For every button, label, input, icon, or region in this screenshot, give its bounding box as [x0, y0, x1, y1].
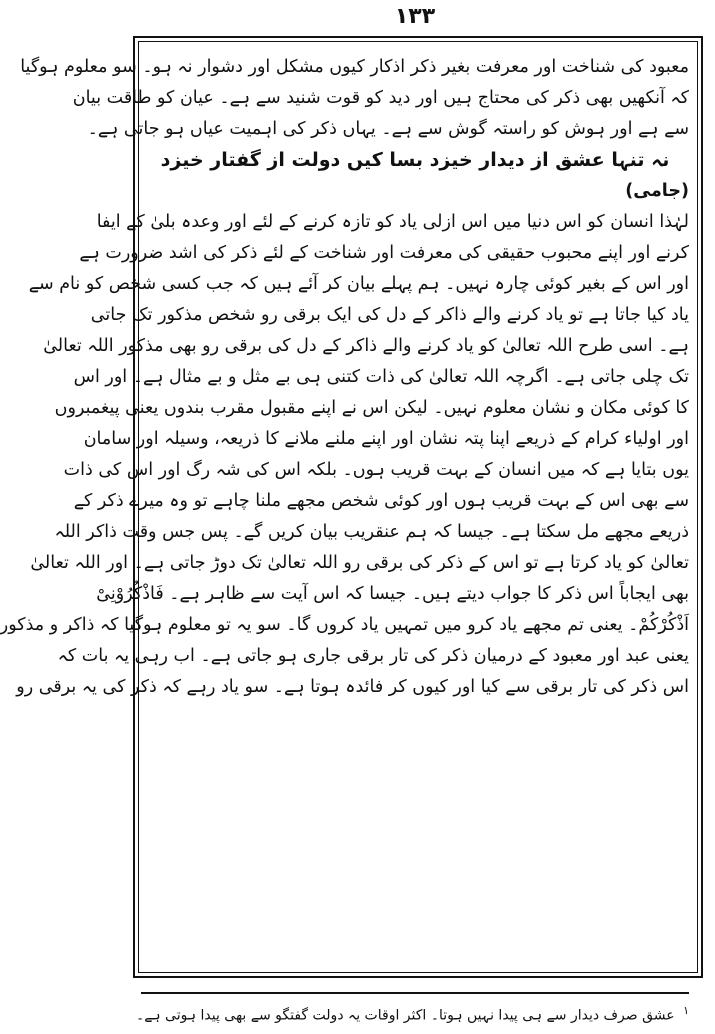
text-line: اَذْکُرْکُمْ۔ یعنی تم مجھے یاد کرو میں تمہیں یاد کروں گا۔ سو یہ تو معلوم ہوگیا کہ ذاکر و مذکور: [0, 615, 689, 635]
footnote: [135, 998, 689, 1029]
page-number: ۱۳۳: [394, 4, 436, 29]
text-line: ہے۔ اسی طرح اللہ تعالیٰ کو یاد کرنے والے ذاکر کے دل کی برقی رو بھی مذکور اللہ تعالیٰ: [43, 336, 689, 356]
footnote-divider: [141, 992, 689, 994]
text-line: سے بھی اس کے بہت قریب ہوں اور کوئی شخص مجھے ملنا چاہے تو وہ میرے ذکر کے: [73, 491, 689, 511]
text-line: یعنی عبد اور معبود کے درمیان ذکر کی تار برقی جاری ہو جاتی ہے۔ اب رہی یہ بات کہ: [57, 646, 689, 666]
footnote-text: عشق صرف دیدار سے ہی پیدا نہیں ہوتا۔ اکثر اوقات یہ دولت گفتگو سے بھی پیدا ہوتی ہے۔: [135, 1007, 675, 1024]
text-line: کہ آنکھیں بھی ذکر کی محتاج ہیں اور دید کو قوت شنید سے ہے۔ عیان کو طاقت بیان: [72, 88, 689, 108]
text-line: تعالیٰ کو یاد کرتا ہے تو اس کے ذکر کی برقی رو اللہ تعالیٰ تک دوڑ جاتی ہے۔ اور اللہ تعالیٰ: [30, 553, 689, 573]
text-line: کرنے اور اپنے محبوب حقیقی کی معرفت اور شناخت کے لئے ذکر کی اشد ضرورت ہے: [79, 243, 689, 263]
text-line: معبود کی شناخت اور معرفت بغیر ذکر اذکار کیوں مشکل اور دشوار نہ ہو۔ سو معلوم ہوگیا: [20, 57, 689, 77]
text-line: سے ہے اور ہوش کو راستہ گوش سے ہے۔ یہاں ذکر کی اہمیت عیاں ہو جاتی ہے۔: [87, 119, 689, 139]
verse-attribution: (جامی): [625, 181, 689, 201]
main-text: [0, 52, 689, 703]
text-line: یاد کیا جاتا ہے تو یاد کرنے والے ذاکر کے دل کی ایک برقی رو شخص مذکور تک جاتی: [90, 305, 689, 325]
text-line: یوں بتایا ہے کہ میں انسان کے بہت قریب ہوں۔ بلکہ اس کی شہ رگ اور اس کی ذات: [63, 460, 689, 480]
text-line: اور اس کے بغیر کوئی چارہ نہیں۔ ہم پہلے بیان کر آئے ہیں کہ جب کسی شخص کو نام سے: [28, 274, 689, 294]
text-line: اور اولیاء کرام کے ذریعے اپنا پتہ نشان اور اپنے ملنے ملانے کا ذریعہ، وسیلہ اور سامان: [83, 429, 689, 449]
text-line: ذریعے مجھے مل سکتا ہے۔ جیسا کہ ہم عنقریب بیان کریں گے۔ پس جس وقت ذاکر اللہ: [54, 522, 689, 542]
text-line: کا کوئی مکان و نشان معلوم نہیں۔ لیکن اس نے اپنے مقبول مقرب بندوں یعنی پیغمبروں: [54, 398, 689, 418]
text-line: تک چلی جاتی ہے۔ اگرچہ اللہ تعالیٰ کی ذات کتنی ہی بے مثل و بے مثال ہے۔ اور اس: [73, 367, 689, 387]
footnote-marker: ۱: [683, 1004, 689, 1017]
verse-line: نہ تنہا عشق از دیدار خیزد بسا کیں دولت از گفتار خیزد: [160, 149, 670, 171]
text-line: لہٰذا انسان کو اس دنیا میں اس ازلی یاد کو تازہ کرنے کے لئے اور وعدہ بلیٰ کے ایفا: [96, 212, 689, 232]
text-line: بھی ایجاباً اس ذکر کا جواب دیتے ہیں۔ جیسا کہ اس آیت سے ظاہر ہے۔ فَاذْکُرُوْنِیْ: [96, 584, 689, 604]
text-line: اس ذکر کی تار برقی سے کیا اور کیوں کر فائدہ ہوتا ہے۔ سو یاد رہے کہ ذکر کی یہ برقی رو: [16, 677, 689, 697]
